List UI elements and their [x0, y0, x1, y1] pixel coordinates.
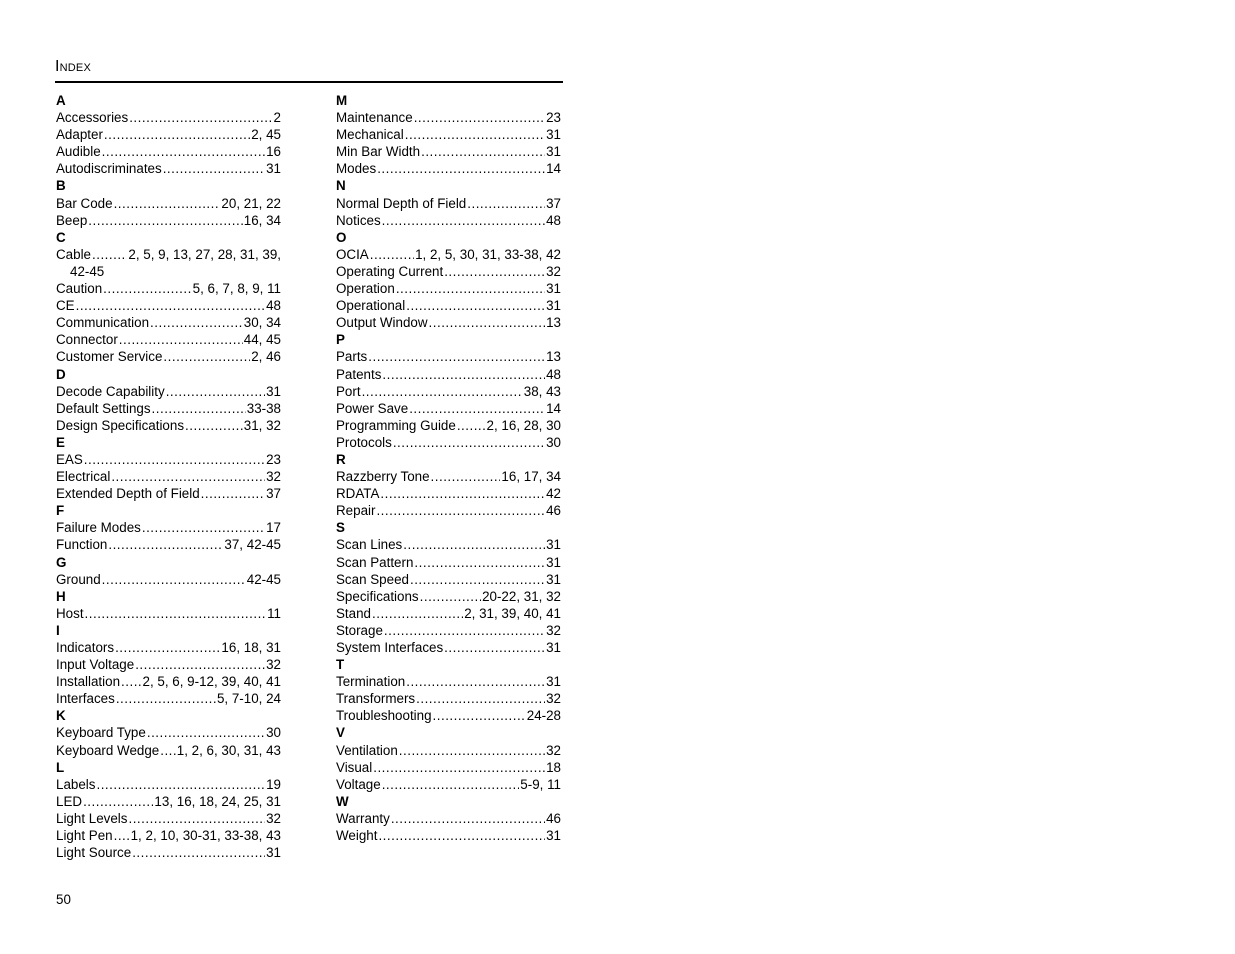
index-page-refs: 14: [546, 400, 561, 416]
index-entry: [56, 348, 281, 365]
index-term: Labels: [56, 776, 96, 792]
index-page-refs: 42: [546, 486, 561, 502]
index-term: Caution: [56, 281, 103, 297]
dot-leader: [406, 673, 545, 690]
index-letter-heading: K: [56, 708, 66, 724]
index-letter-heading: E: [56, 434, 65, 450]
index-page-refs: 31: [266, 845, 281, 861]
index-page-refs: 31: [546, 298, 561, 314]
index-entry: [56, 690, 281, 707]
index-term: CE: [56, 298, 75, 314]
index-page-refs: 37: [266, 486, 281, 502]
index-page-refs: 5-9, 11: [520, 776, 561, 792]
index-page-refs: 31: [546, 144, 561, 160]
index-entry: [336, 109, 561, 126]
index-letter-heading: W: [336, 793, 349, 809]
dot-leader: [405, 126, 545, 143]
dot-leader: [163, 348, 250, 365]
dot-leader: [201, 485, 265, 502]
index-page-refs: 18: [546, 759, 561, 775]
index-term: Beep: [56, 212, 88, 228]
index-term: Scan Speed: [336, 571, 409, 587]
dot-leader: [76, 297, 265, 314]
index-entry: [56, 605, 281, 622]
index-page-refs: 11: [267, 605, 281, 621]
dot-leader: [380, 485, 545, 502]
index-entry: [336, 348, 561, 365]
index-term: Light Source: [56, 845, 132, 861]
index-entry: [336, 742, 561, 759]
index-term: Troubleshooting: [336, 708, 432, 724]
index-term: Interfaces: [56, 691, 115, 707]
index-entry: [56, 519, 281, 536]
index-page-refs: 44, 45: [243, 332, 281, 348]
dot-leader: [83, 793, 153, 810]
index-entry: [336, 759, 561, 776]
index-entry: [56, 485, 281, 502]
dot-leader: [185, 417, 243, 434]
index-term: Keyboard Type: [56, 725, 146, 741]
dot-leader: [114, 195, 221, 212]
index-page-refs: 32: [546, 691, 561, 707]
index-page-refs: 31: [546, 281, 561, 297]
index-term: Scan Pattern: [336, 554, 414, 570]
index-page-refs: 42-45: [246, 571, 281, 587]
index-term: Ventilation: [336, 742, 398, 758]
index-entry: [56, 776, 281, 793]
dot-leader: [384, 622, 545, 639]
index-term: Adapter: [56, 127, 103, 143]
page-number: 50: [56, 892, 71, 907]
dot-leader: [152, 400, 246, 417]
index-term: Mechanical: [336, 127, 404, 143]
index-term: Termination: [336, 674, 406, 690]
index-page-refs: 37: [546, 195, 561, 211]
index-term: Razzberry Tone: [336, 469, 430, 485]
index-entry: [336, 366, 561, 383]
index-page-refs: 31: [546, 554, 561, 570]
dot-leader: [409, 400, 545, 417]
index-letter-heading: N: [336, 178, 346, 194]
index-page-refs: 31: [546, 640, 561, 655]
index-term: Default Settings: [56, 400, 151, 416]
index-term: System Interfaces: [336, 640, 444, 655]
index-term: Indicators: [56, 640, 115, 655]
index-entry: [336, 297, 561, 314]
dot-leader: [399, 742, 545, 759]
dot-leader: [370, 246, 414, 263]
index-term: Maintenance: [336, 110, 413, 126]
index-entry: [336, 126, 561, 143]
index-term: Operating Current: [336, 263, 444, 279]
index-entry: [336, 639, 561, 656]
index-entry: [336, 776, 561, 793]
index-letter-heading: D: [56, 366, 66, 382]
index-letter-heading: M: [336, 93, 348, 108]
index-page-refs: 48: [546, 212, 561, 228]
index-entry: [56, 656, 281, 673]
index-page-refs: 48: [266, 298, 281, 314]
index-letter-heading: T: [336, 657, 345, 673]
index-page-refs: 46: [546, 503, 561, 519]
index-page-refs: 5, 7-10, 24: [216, 691, 281, 707]
dot-leader: [444, 263, 545, 280]
index-page-refs: 37, 42-45: [224, 537, 281, 553]
dot-leader: [382, 212, 545, 229]
dot-leader: [382, 366, 545, 383]
index-page-refs: 2, 16, 28, 30: [486, 417, 561, 433]
index-entry: [336, 554, 561, 571]
index-entry: [336, 143, 561, 160]
index-entry: [56, 143, 281, 160]
index-letter-heading: O: [336, 229, 347, 245]
index-term: Keyboard Wedge: [56, 742, 160, 758]
index-term: RDATA: [336, 486, 380, 502]
index-page-refs: 20-22, 31, 32: [482, 588, 561, 604]
index-term: Power Save: [336, 400, 409, 416]
index-entry: [336, 383, 561, 400]
index-entry: [336, 571, 561, 588]
dot-leader: [96, 776, 265, 793]
dot-leader: [410, 571, 545, 588]
index-page-refs: 1, 2, 10, 30-31, 33-38, 43: [130, 828, 281, 844]
index-entry: [336, 827, 561, 844]
index-entry: [56, 793, 281, 810]
dot-leader: [403, 536, 545, 553]
index-term: Specifications: [336, 588, 419, 604]
index-page-refs: 2, 31, 39, 40, 41: [464, 605, 561, 621]
dot-leader: [362, 383, 523, 400]
index-term: Transformers: [336, 691, 416, 707]
index-entry: [336, 468, 561, 485]
dot-leader: [393, 434, 545, 451]
index-letter-heading: I: [56, 622, 60, 638]
dot-leader: [378, 827, 545, 844]
index-term: Protocols: [336, 434, 392, 450]
index-term: Connector: [56, 332, 118, 348]
index-page-refs: 16: [266, 144, 281, 160]
index-term: Communication: [56, 315, 150, 331]
index-term: LED: [56, 793, 83, 809]
index-entry: [56, 571, 281, 588]
index-entry: [56, 724, 281, 741]
index-page-refs: 23: [266, 451, 281, 467]
index-entry: [56, 195, 281, 212]
dot-leader: [116, 690, 216, 707]
index-page-refs: 48: [546, 366, 561, 382]
index-page-refs: 32: [546, 622, 561, 638]
index-term: Operation: [336, 281, 395, 297]
index-letter-heading: C: [56, 229, 66, 245]
index-page-refs: 31: [546, 828, 561, 844]
index-term: Cable: [56, 246, 91, 262]
index-page-refs: 23: [546, 110, 561, 126]
index-term: Accessories: [56, 110, 129, 126]
index-page-refs: 13: [546, 349, 561, 365]
index-entry: [336, 707, 561, 724]
index-page-refs: 30, 34: [243, 315, 281, 331]
index-letter-heading: G: [56, 554, 67, 570]
index-page-refs: 13: [546, 315, 561, 331]
index-entry: [56, 246, 281, 263]
index-entry: [56, 212, 281, 229]
index-page-refs: 20, 21, 22: [221, 195, 281, 211]
index-term: Design Specifications: [56, 417, 185, 433]
index-page-refs: 2, 5, 9, 13, 27, 28, 31, 39,: [128, 246, 281, 262]
dot-leader: [421, 143, 545, 160]
dot-leader: [147, 724, 265, 741]
index-term: Electrical: [56, 469, 111, 485]
index-term: Visual: [336, 759, 373, 775]
index-page-refs: 1, 2, 6, 30, 31, 43: [176, 742, 281, 758]
dot-leader: [121, 673, 141, 690]
index-page-refs: 31: [266, 161, 281, 177]
index-entry: [336, 622, 561, 639]
index-entry: [336, 160, 561, 177]
page-title: Index: [55, 58, 92, 75]
dot-leader: [368, 348, 545, 365]
index-entry: [56, 468, 281, 485]
index-page-refs: 31: [546, 127, 561, 143]
index-page-refs: 16, 18, 31: [221, 640, 281, 655]
dot-leader: [129, 109, 272, 126]
dot-leader: [115, 639, 220, 656]
dot-leader: [414, 109, 545, 126]
index-page-refs: 17: [266, 520, 281, 536]
index-entry: [56, 417, 281, 434]
dot-leader: [429, 314, 546, 331]
index-entry: [336, 434, 561, 451]
index-page-refs: 30: [266, 725, 281, 741]
index-page-refs: 16, 34: [243, 212, 281, 228]
index-term: Installation: [56, 674, 121, 690]
dot-leader: [92, 246, 127, 263]
index-page-refs: 33-38: [246, 400, 281, 416]
index-entry: [56, 126, 281, 143]
index-page-refs: 31: [546, 537, 561, 553]
index-letter-heading: P: [336, 332, 345, 348]
dot-leader: [416, 690, 545, 707]
index-term: Scan Lines: [336, 537, 403, 553]
index-entry: [336, 588, 561, 605]
dot-leader: [111, 468, 265, 485]
index-term: Output Window: [336, 315, 428, 331]
index-letter-heading: H: [56, 588, 66, 604]
dot-leader: [166, 383, 265, 400]
dot-leader: [104, 126, 250, 143]
index-term: Function: [56, 537, 108, 553]
index-letter-heading: A: [56, 93, 66, 108]
index-term: Programming Guide: [336, 417, 456, 433]
dot-leader: [102, 143, 265, 160]
dot-leader: [444, 639, 545, 656]
index-letter-heading: L: [56, 759, 65, 775]
index-page-refs: 24-28: [526, 708, 561, 724]
index-term: Bar Code: [56, 195, 113, 211]
dot-leader: [160, 742, 176, 759]
index-entry: [336, 314, 561, 331]
dot-leader: [377, 160, 545, 177]
index-term: EAS: [56, 451, 83, 467]
dot-leader: [119, 331, 243, 348]
index-term: Decode Capability: [56, 383, 165, 399]
index-entry: [336, 810, 561, 827]
dot-leader: [114, 827, 130, 844]
index-term: Light Pen: [56, 828, 113, 844]
index-page-refs: 2, 45: [251, 127, 281, 143]
index-entry: [56, 827, 281, 844]
dot-leader: [135, 656, 265, 673]
index-letter-heading: R: [336, 451, 346, 467]
index-term: Failure Modes: [56, 520, 141, 536]
index-entry: [336, 246, 561, 263]
index-page-refs: 30: [546, 434, 561, 450]
index-entry: [56, 280, 281, 297]
index-entry: [336, 673, 561, 690]
index-column-left: [56, 92, 281, 861]
index-page-refs: 31: [546, 571, 561, 587]
dot-leader: [420, 588, 481, 605]
index-entry: [336, 690, 561, 707]
index-page-refs: 2: [273, 110, 281, 126]
index-letter-heading: F: [56, 503, 65, 519]
dot-leader: [128, 810, 265, 827]
index-entry: [56, 536, 281, 553]
index-column-right: [336, 92, 561, 844]
index-page-refs: 31: [546, 674, 561, 690]
index-page-refs: 5, 6, 7, 8, 9, 11: [192, 281, 281, 297]
index-letter-heading: V: [336, 725, 345, 741]
index-entry: [56, 109, 281, 126]
dot-leader: [88, 212, 242, 229]
index-page-refs: 14: [546, 161, 561, 177]
index-term: Weight: [336, 828, 378, 844]
index-entry: [56, 742, 281, 759]
index-entry: [336, 417, 561, 434]
index-entry: [56, 673, 281, 690]
dot-leader: [372, 605, 463, 622]
index-term: Extended Depth of Field: [56, 486, 200, 502]
index-entry: [56, 639, 281, 656]
index-term: Autodiscriminates: [56, 161, 162, 177]
index-term: OCIA: [336, 246, 369, 262]
index-term: Audible: [56, 144, 101, 160]
index-entry: [56, 297, 281, 314]
index-term: Parts: [336, 349, 368, 365]
dot-leader: [396, 280, 545, 297]
dot-leader: [406, 297, 545, 314]
index-entry: [56, 451, 281, 468]
index-term: Normal Depth of Field: [336, 195, 467, 211]
index-entry: [336, 195, 561, 212]
index-page-refs: 38, 43: [523, 383, 561, 399]
index-page-refs: 13, 16, 18, 24, 25, 31: [154, 793, 281, 809]
index-page-refs: 32: [546, 742, 561, 758]
index-page-refs-continued: 42-45: [70, 263, 105, 279]
index-entry: [56, 844, 281, 861]
index-term: Customer Service: [56, 349, 163, 365]
dot-leader: [391, 810, 545, 827]
dot-leader: [132, 844, 265, 861]
dot-leader: [150, 314, 243, 331]
dot-leader: [382, 776, 520, 793]
index-entry: [336, 485, 561, 502]
dot-leader: [103, 280, 192, 297]
dot-leader: [376, 502, 545, 519]
index-term: Notices: [336, 212, 381, 228]
index-page-refs: 31: [266, 383, 281, 399]
index-entry: [336, 400, 561, 417]
index-letter-heading: S: [336, 520, 345, 536]
index-entry: [336, 502, 561, 519]
index-header: [55, 57, 563, 83]
index-page-refs: 16, 17, 34: [501, 469, 561, 485]
index-page-refs: 32: [546, 263, 561, 279]
dot-leader: [142, 519, 265, 536]
index-term: Operational: [336, 298, 406, 314]
index-page-refs: 32: [266, 657, 281, 673]
index-entry: [56, 400, 281, 417]
index-term: Patents: [336, 366, 382, 382]
index-term: Host: [56, 605, 84, 621]
dot-leader: [84, 451, 265, 468]
index-page-refs: 46: [546, 810, 561, 826]
index-entry: [56, 314, 281, 331]
index-term: Stand: [336, 605, 371, 621]
index-letter-heading: B: [56, 178, 66, 194]
index-term: Warranty: [336, 810, 390, 826]
index-entry: [56, 810, 281, 827]
index-term: Storage: [336, 622, 383, 638]
index-page-refs: 32: [266, 469, 281, 485]
dot-leader: [457, 417, 486, 434]
index-page-refs: 32: [266, 810, 281, 826]
index-term: Min Bar Width: [336, 144, 421, 160]
index-page-refs: 2, 5, 6, 9-12, 39, 40, 41: [142, 674, 281, 690]
index-term: Light Levels: [56, 810, 128, 826]
dot-leader: [108, 536, 223, 553]
dot-leader: [433, 707, 526, 724]
dot-leader: [431, 468, 501, 485]
dot-leader: [414, 554, 545, 571]
dot-leader: [467, 195, 545, 212]
dot-leader: [373, 759, 545, 776]
index-page-refs: 1, 2, 5, 30, 31, 33-38, 42: [415, 246, 561, 262]
index-entry: [336, 212, 561, 229]
index-term: Repair: [336, 503, 376, 519]
index-term: Voltage: [336, 776, 381, 792]
dot-leader: [163, 160, 265, 177]
dot-leader: [85, 605, 267, 622]
index-entry: [336, 280, 561, 297]
index-entry: [336, 263, 561, 280]
index-term: Input Voltage: [56, 657, 135, 673]
index-entry: [56, 160, 281, 177]
dot-leader: [102, 571, 246, 588]
index-term: Ground: [56, 571, 101, 587]
index-term: Modes: [336, 161, 377, 177]
index-page-refs: 31, 32: [243, 417, 281, 433]
index-entry: [56, 383, 281, 400]
index-page-refs: 19: [266, 776, 281, 792]
index-term: Port: [336, 383, 361, 399]
index-page-refs: 2, 46: [251, 349, 281, 365]
index-entry: [336, 605, 561, 622]
index-entry: [56, 331, 281, 348]
index-entry: [336, 536, 561, 553]
